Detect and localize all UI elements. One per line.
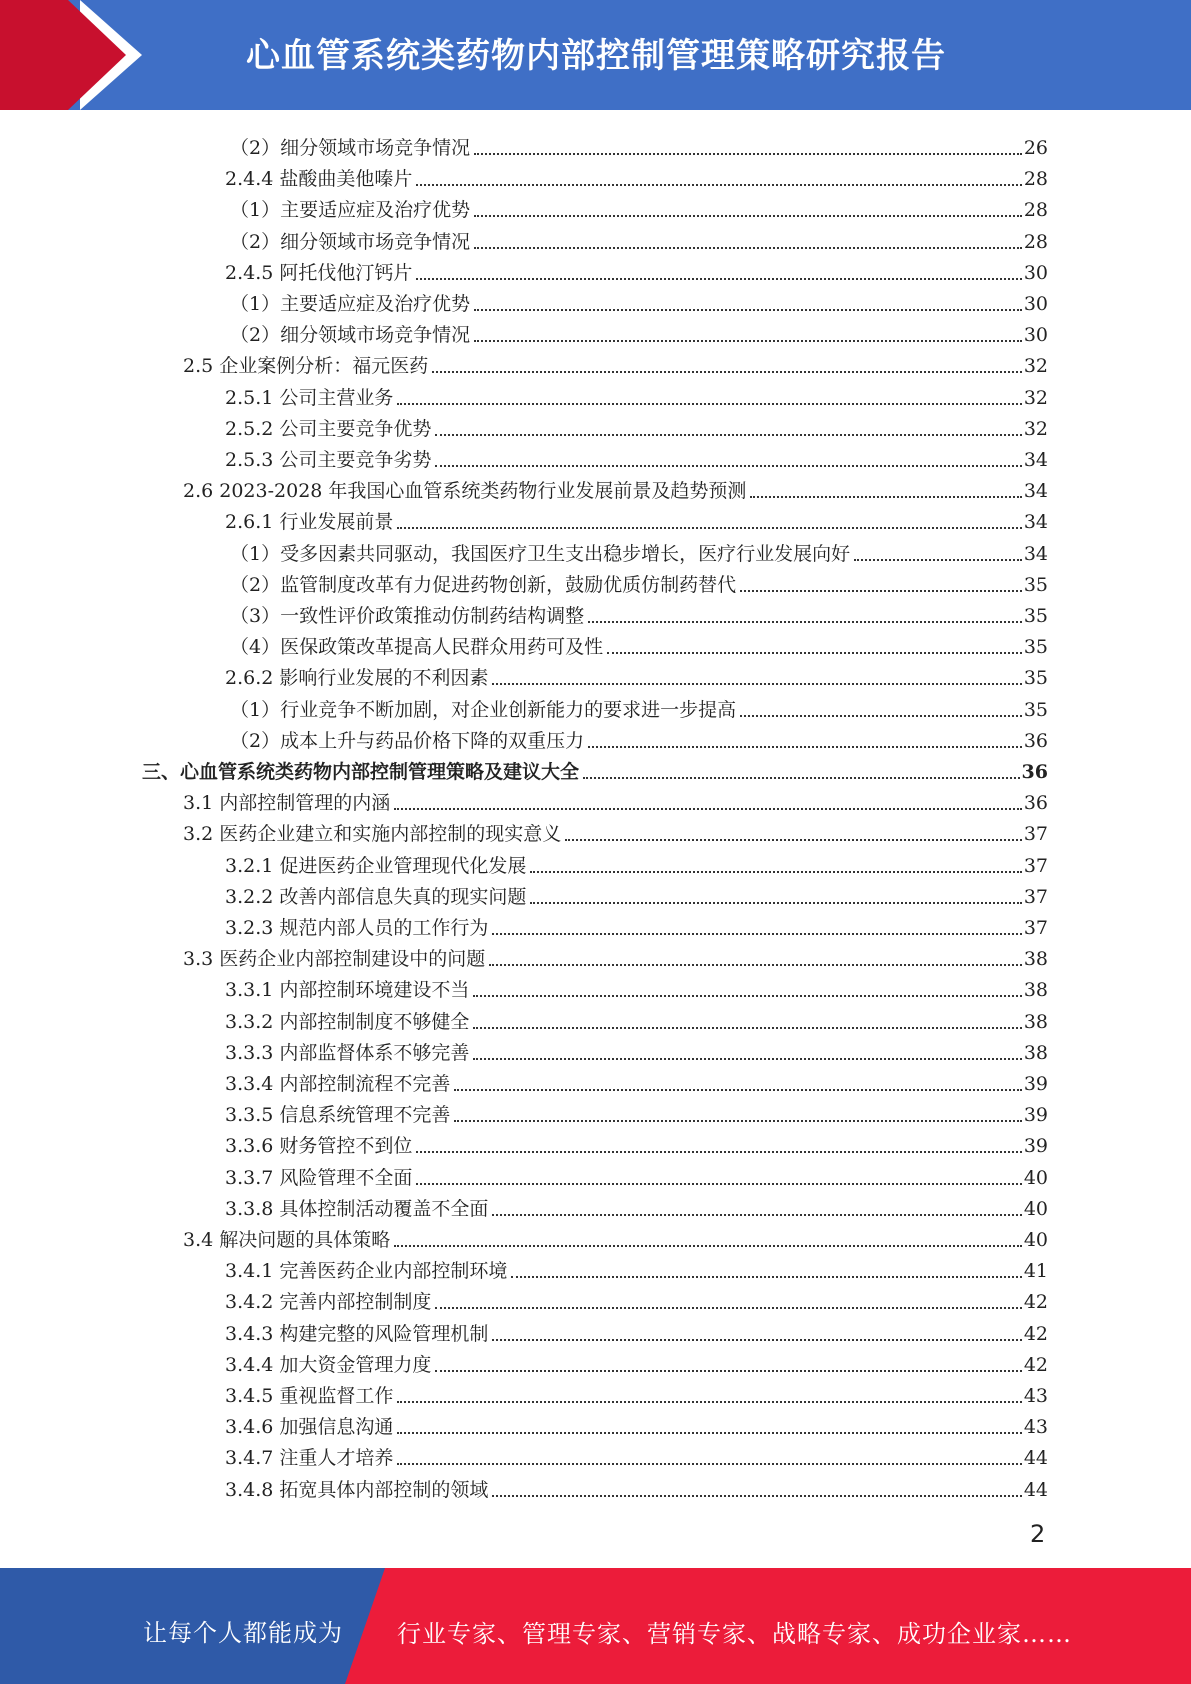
- toc-entry-page: 28: [1023, 168, 1048, 191]
- toc-entry-label: 3.4.7 注重人才培养: [225, 1447, 394, 1470]
- toc-dot-leader: [492, 933, 1021, 935]
- toc-entry-label: （1）主要适应症及治疗优势: [230, 199, 471, 222]
- toc-entry[interactable]: [230, 565, 1048, 596]
- toc-entry-label: 3.2.1 促进医药企业管理现代化发展: [225, 854, 527, 877]
- toc-entry[interactable]: [225, 159, 1048, 190]
- toc-entry-page: 35: [1023, 636, 1048, 659]
- toc-entry-label: 3.1 内部控制管理的内涵: [183, 792, 391, 815]
- toc-entry-label: 3.2 医药企业建立和实施内部控制的现实意义: [183, 823, 562, 846]
- toc-entry[interactable]: [225, 1407, 1048, 1438]
- toc-entry-page: 39: [1023, 1135, 1048, 1158]
- toc-entry[interactable]: [225, 1126, 1048, 1157]
- toc-dot-leader: [489, 964, 1022, 966]
- toc-entry-page: 34: [1023, 542, 1048, 565]
- toc-entry-label: （2）成本上升与药品价格下降的双重压力: [230, 729, 585, 752]
- toc-dot-leader: [530, 902, 1021, 904]
- toc-entry-label: 3.4.3 构建完整的风险管理机制: [225, 1322, 489, 1345]
- toc-dot-leader: [416, 1151, 1021, 1153]
- toc-entry-page: 37: [1023, 854, 1048, 877]
- toc-entry[interactable]: [225, 253, 1048, 284]
- toc-dot-leader: [474, 340, 1022, 342]
- toc-dot-leader: [750, 496, 1021, 498]
- toc-entry[interactable]: [230, 284, 1048, 315]
- toc-entry-page: 42: [1023, 1291, 1048, 1314]
- toc-entry-page: 38: [1023, 979, 1048, 1002]
- toc-dot-leader: [416, 184, 1021, 186]
- footer-blue-slant: [345, 1568, 385, 1684]
- toc-entry[interactable]: [230, 596, 1048, 627]
- toc-entry-label: 2.5.3 公司主要竞争劣势: [225, 449, 432, 471]
- toc-entry[interactable]: [230, 222, 1048, 253]
- toc-dot-leader: [511, 1276, 1021, 1278]
- toc-entry[interactable]: [225, 1470, 1048, 1501]
- toc-entry[interactable]: [225, 846, 1048, 877]
- toc-entry[interactable]: [183, 939, 1048, 970]
- toc-dot-leader: [435, 465, 1021, 467]
- toc-entry-label: 3.3.7 风险管理不全面: [225, 1166, 413, 1189]
- toc-entry[interactable]: [183, 814, 1048, 845]
- toc-entry-label: （1）受多因素共同驱动，我国医疗卫生支出稳步增长，医疗行业发展向好: [230, 542, 851, 565]
- toc-entry[interactable]: [183, 471, 1048, 502]
- toc-entry[interactable]: [225, 1189, 1048, 1220]
- toc-entry-label: 3.2.2 改善内部信息失真的现实问题: [225, 885, 527, 908]
- toc-entry-page: 40: [1023, 1229, 1048, 1251]
- toc-entry-label: 3.3 医药企业内部控制建设中的问题: [183, 948, 486, 971]
- toc-entry-label: 3.4.8 拓宽具体内部控制的领域: [225, 1478, 489, 1501]
- toc-entry-page: 36: [1023, 792, 1048, 815]
- toc-dot-leader: [397, 1401, 1021, 1403]
- toc-entry[interactable]: [225, 1251, 1048, 1282]
- toc-dot-leader: [473, 995, 1021, 997]
- toc-entry-label: 3.3.6 财务管控不到位: [225, 1135, 413, 1158]
- toc-dot-leader: [416, 278, 1021, 280]
- toc-entry-page: 39: [1023, 1073, 1048, 1095]
- toc-entry-page: 38: [1023, 948, 1048, 971]
- toc-entry[interactable]: [230, 721, 1048, 752]
- toc-entry-label: （2）监管制度改革有力促进药物创新，鼓励优质仿制药替代: [230, 573, 737, 596]
- toc-entry-page: 32: [1023, 386, 1048, 409]
- toc-dot-leader: [492, 1495, 1021, 1497]
- toc-entry-label: 3.4.1 完善医药企业内部控制环境: [225, 1260, 508, 1283]
- page-footer: [0, 1568, 1191, 1684]
- toc-entry-label: （2）细分领域市场竞争情况: [230, 324, 471, 347]
- toc-entry-label: 2.4.4 盐酸曲美他嗪片: [225, 168, 413, 191]
- toc-entry-label: 2.4.5 阿托伐他汀钙片: [225, 261, 413, 284]
- toc-dot-leader: [473, 1027, 1021, 1029]
- toc-entry[interactable]: [230, 690, 1048, 721]
- toc-entry-label: （3）一致性评价政策推动仿制药结构调整: [230, 605, 585, 627]
- toc-entry-label: 3.4.4 加大资金管理力度: [225, 1353, 432, 1376]
- toc-entry[interactable]: [230, 190, 1048, 221]
- toc-entry-page: 30: [1023, 293, 1048, 315]
- toc-entry[interactable]: [225, 970, 1048, 1001]
- toc-dot-leader: [435, 1307, 1021, 1309]
- toc-entry-page: 38: [1023, 1041, 1048, 1064]
- footer-slogan-right: 行业专家、管理专家、营销专家、战略专家、成功企业家……: [397, 1620, 1072, 1648]
- toc-entry-page: 42: [1023, 1322, 1048, 1345]
- toc-entry-label: 3.4.2 完善内部控制制度: [225, 1291, 432, 1314]
- toc-entry-label: （1）主要适应症及治疗优势: [230, 293, 471, 315]
- toc-entry[interactable]: [225, 1345, 1048, 1376]
- toc-entry[interactable]: [225, 1158, 1048, 1189]
- toc-dot-leader: [454, 1089, 1021, 1091]
- toc-dot-leader: [740, 590, 1022, 592]
- toc-entry-label: 3.4.5 重视监督工作: [225, 1385, 394, 1407]
- toc-entry-label: 3.3.3 内部监督体系不够完善: [225, 1041, 470, 1064]
- toc-dot-leader: [435, 434, 1021, 436]
- toc-entry-page: 28: [1023, 230, 1048, 253]
- toc-entry-page: 26: [1023, 137, 1048, 159]
- toc-entry-page: 35: [1023, 698, 1048, 721]
- toc-dot-leader: [854, 559, 1022, 561]
- toc-dot-leader: [435, 1370, 1021, 1372]
- toc-dot-leader: [588, 746, 1022, 748]
- toc-dot-leader: [474, 215, 1022, 217]
- toc-entry-label: （2）细分领域市场竞争情况: [230, 230, 471, 253]
- toc-dot-leader: [397, 1463, 1021, 1465]
- toc-dot-leader: [530, 871, 1021, 873]
- toc-dot-leader: [416, 1183, 1021, 1185]
- toc-entry[interactable]: [225, 1002, 1048, 1033]
- toc-dot-leader: [474, 153, 1022, 155]
- toc-entry-label: 3.3.8 具体控制活动覆盖不全面: [225, 1197, 489, 1220]
- toc-entry-page: 34: [1023, 511, 1048, 534]
- toc-entry[interactable]: [183, 783, 1048, 814]
- header-arrow-icon: [68, 0, 126, 110]
- toc-entry[interactable]: [230, 128, 1048, 159]
- toc-entry-label: 2.5.2 公司主要竞争优势: [225, 417, 432, 440]
- toc-entry[interactable]: [225, 1376, 1048, 1407]
- toc-entry-label: 3.3.1 内部控制环境建设不当: [225, 979, 470, 1002]
- toc-entry-page: 30: [1023, 324, 1048, 347]
- toc-entry-page: 34: [1023, 480, 1048, 503]
- toc-entry-label: （2）细分领域市场竞争情况: [230, 137, 471, 159]
- toc-entry[interactable]: [225, 378, 1048, 409]
- toc-dot-leader: [583, 777, 1020, 779]
- report-title: 心血管系统类药物内部控制管理策略研究报告: [246, 36, 946, 76]
- toc-dot-leader: [474, 309, 1022, 311]
- page-number: 2: [1030, 1520, 1046, 1548]
- toc-entry-page: 35: [1023, 573, 1048, 596]
- toc-entry[interactable]: [225, 1282, 1048, 1313]
- toc-entry[interactable]: [225, 908, 1048, 939]
- toc-dot-leader: [588, 621, 1022, 623]
- toc-entry-label: 3.2.3 规范内部人员的工作行为: [225, 917, 489, 939]
- toc-entry-page: 43: [1023, 1385, 1048, 1407]
- toc-entry-label: 2.6.2 影响行业发展的不利因素: [225, 667, 489, 690]
- toc-entry-page: 35: [1023, 667, 1048, 690]
- toc-entry-page: 38: [1023, 1010, 1048, 1033]
- toc-dot-leader: [565, 839, 1022, 841]
- toc-entry-page: 40: [1023, 1197, 1048, 1220]
- toc-dot-leader: [397, 1432, 1021, 1434]
- page-header: [0, 0, 1191, 110]
- toc-entry-page: 37: [1023, 823, 1048, 846]
- toc-entry-label: （4）医保政策改革提高人民群众用药可及性: [230, 636, 604, 659]
- toc-entry-label: 三、心血管系统类药物内部控制管理策略及建议大全: [142, 761, 580, 783]
- toc-entry-page: 42: [1023, 1353, 1048, 1376]
- toc-dot-leader: [454, 1120, 1021, 1122]
- toc-dot-leader: [397, 527, 1021, 529]
- toc-entry-page: 28: [1023, 199, 1048, 222]
- toc-entry[interactable]: [225, 1314, 1048, 1345]
- toc-dot-leader: [474, 247, 1022, 249]
- toc-entry-page: 36: [1021, 761, 1048, 783]
- toc-entry[interactable]: [142, 752, 1048, 783]
- toc-entry-page: 44: [1023, 1447, 1048, 1470]
- toc-dot-leader: [397, 403, 1021, 405]
- toc-entry-label: （1）行业竞争不断加剧，对企业创新能力的要求进一步提高: [230, 698, 737, 721]
- toc-entry-label: 3.3.2 内部控制制度不够健全: [225, 1010, 470, 1033]
- toc-dot-leader: [492, 1339, 1021, 1341]
- toc-entry[interactable]: [225, 1033, 1048, 1064]
- toc-dot-leader: [740, 715, 1022, 717]
- toc-entry-page: 37: [1023, 885, 1048, 908]
- toc-entry-page: 35: [1023, 605, 1048, 627]
- toc-entry-label: 3.3.5 信息系统管理不完善: [225, 1104, 451, 1127]
- toc-entry-page: 41: [1023, 1260, 1048, 1283]
- toc-entry-label: 2.6 2023-2028 年我国心血管系统类药物行业发展前景及趋势预测: [183, 480, 747, 503]
- toc-entry-label: 3.4.6 加强信息沟通: [225, 1416, 394, 1439]
- toc-entry-label: 2.6.1 行业发展前景: [225, 511, 394, 534]
- header-red-block: [0, 0, 68, 110]
- footer-slogan-left: 让每个人都能成为: [143, 1619, 343, 1647]
- toc-entry-label: 2.5.1 公司主营业务: [225, 386, 394, 409]
- toc-entry[interactable]: [225, 409, 1048, 440]
- toc-entry-page: 36: [1023, 729, 1048, 752]
- toc-entry[interactable]: [230, 534, 1048, 565]
- toc-entry-page: 30: [1023, 261, 1048, 284]
- toc-entry[interactable]: [230, 627, 1048, 658]
- toc-dot-leader: [473, 1058, 1021, 1060]
- toc-entry[interactable]: [183, 346, 1048, 377]
- toc-entry-page: 44: [1023, 1478, 1048, 1501]
- toc-entry-label: 3.3.4 内部控制流程不完善: [225, 1073, 451, 1095]
- toc-entry[interactable]: [183, 1220, 1048, 1251]
- toc-entry[interactable]: [225, 502, 1048, 533]
- toc-entry[interactable]: [225, 1095, 1048, 1126]
- toc-entry[interactable]: [225, 658, 1048, 689]
- toc-entry-page: 32: [1023, 355, 1048, 378]
- toc-entry[interactable]: [230, 315, 1048, 346]
- toc-entry-page: 39: [1023, 1104, 1048, 1127]
- toc-entry-label: 3.4 解决问题的具体策略: [183, 1229, 391, 1251]
- toc-entry[interactable]: [225, 1438, 1048, 1469]
- toc-dot-leader: [394, 1245, 1022, 1247]
- toc-dot-leader: [432, 371, 1022, 373]
- toc-entry-page: 34: [1023, 449, 1048, 471]
- toc-entry-page: 40: [1023, 1166, 1048, 1189]
- toc-entry-page: 43: [1023, 1416, 1048, 1439]
- toc-entry[interactable]: [225, 1064, 1048, 1095]
- toc-entry[interactable]: [225, 877, 1048, 908]
- toc-dot-leader: [492, 683, 1021, 685]
- toc-dot-leader: [394, 808, 1022, 810]
- toc-entry-page: 32: [1023, 417, 1048, 440]
- toc-dot-leader: [607, 652, 1022, 654]
- toc-entry[interactable]: [225, 440, 1048, 471]
- toc-dot-leader: [492, 1214, 1021, 1216]
- toc-entry-page: 37: [1023, 917, 1048, 939]
- toc-entry-label: 2.5 企业案例分析：福元医药: [183, 355, 429, 378]
